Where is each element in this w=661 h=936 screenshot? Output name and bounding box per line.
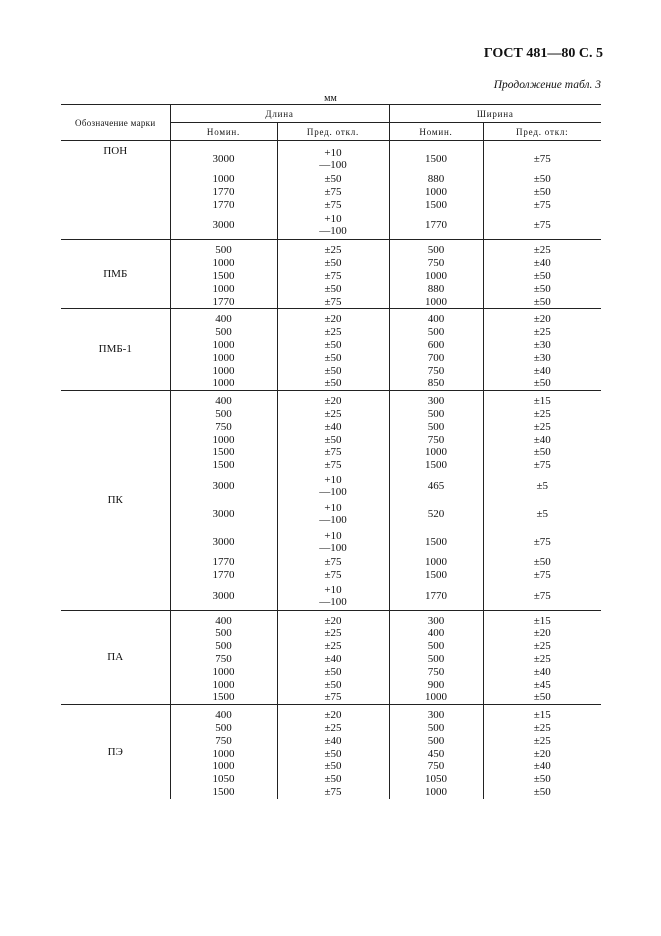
width-deviation-cell: ±25 bbox=[533, 326, 551, 339]
length-nominal-cell: 3000 bbox=[170, 211, 277, 240]
length-deviation-upper: +10 bbox=[324, 147, 342, 159]
length-nominal-cell: 1500 bbox=[170, 786, 277, 799]
length-deviation-cell bbox=[277, 199, 389, 212]
length-deviation-cell bbox=[277, 270, 389, 283]
width-deviation-cell: ±25 bbox=[533, 407, 551, 420]
width-nominal-cell: 1500 bbox=[389, 141, 483, 174]
length-deviation-upper: ±75 bbox=[324, 269, 342, 282]
length-deviation-cell bbox=[277, 391, 389, 408]
length-deviation-cell bbox=[277, 434, 389, 447]
length-deviation-upper: ±75 bbox=[324, 446, 342, 459]
length-nominal-cell: 1000 bbox=[170, 173, 277, 186]
grade-mark-cell: ПК bbox=[61, 391, 170, 610]
mark-column-header: Обозначение марки bbox=[61, 105, 170, 141]
width-deviation-cell: ±25 bbox=[533, 721, 551, 734]
length-nominal-cell: 3000 bbox=[170, 500, 277, 528]
length-deviation-upper: +10 bbox=[324, 473, 342, 486]
length-nominal-cell: 3000 bbox=[170, 472, 277, 500]
length-deviation-cell bbox=[277, 283, 389, 296]
length-deviation-upper: ±40 bbox=[324, 652, 342, 665]
length-deviation-upper: ±25 bbox=[324, 244, 342, 257]
table-row bbox=[61, 610, 601, 627]
width-deviation-cell: ±75 bbox=[533, 535, 551, 548]
length-deviation-upper: ±75 bbox=[324, 691, 342, 704]
width-nominal-cell: 500 bbox=[389, 326, 483, 339]
grade-mark-cell: ПМБ-1 bbox=[61, 309, 170, 391]
length-nominal-cell: 750 bbox=[170, 735, 277, 748]
width-deviation-cell: ±50 bbox=[533, 773, 551, 786]
width-nominal-cell: 400 bbox=[389, 627, 483, 640]
width-deviation-cell: ±30 bbox=[533, 338, 551, 351]
length-deviation-cell bbox=[277, 528, 389, 556]
length-deviation-cell bbox=[277, 296, 389, 309]
width-nominal-cell: 1000 bbox=[389, 786, 483, 799]
width-nominal-cell: 300 bbox=[389, 610, 483, 627]
length-deviation-upper: ±75 bbox=[324, 185, 342, 198]
table-row bbox=[61, 391, 601, 408]
width-nominal-cell: 300 bbox=[389, 391, 483, 408]
width-nominal-cell: 1000 bbox=[389, 446, 483, 459]
length-deviation-cell bbox=[277, 582, 389, 611]
length-deviation-upper: ±75 bbox=[324, 555, 342, 568]
length-nominal-cell: 1770 bbox=[170, 186, 277, 199]
length-nominal-cell: 1770 bbox=[170, 569, 277, 582]
length-deviation-cell bbox=[277, 377, 389, 390]
width-nominal-cell: 1000 bbox=[389, 186, 483, 199]
length-deviation-cell bbox=[277, 173, 389, 186]
length-deviation-upper: ±50 bbox=[324, 773, 342, 786]
length-deviation-upper: ±50 bbox=[324, 377, 342, 390]
length-nominal-cell: 1000 bbox=[170, 283, 277, 296]
width-nominal-cell: 500 bbox=[389, 408, 483, 421]
width-nominal-cell: 1000 bbox=[389, 691, 483, 704]
width-nominal-cell: 450 bbox=[389, 748, 483, 761]
table-row bbox=[61, 141, 601, 174]
length-deviation-cell bbox=[277, 500, 389, 528]
dimensions-table bbox=[61, 104, 601, 799]
length-nominal-cell: 500 bbox=[170, 722, 277, 735]
width-deviation-cell: ±15 bbox=[483, 610, 601, 627]
length-deviation-cell bbox=[277, 691, 389, 704]
length-deviation-cell bbox=[277, 786, 389, 799]
length-group-header: Длина bbox=[170, 105, 389, 123]
length-deviation-cell bbox=[277, 773, 389, 786]
grade-mark-cell: ПОН bbox=[61, 141, 170, 240]
length-deviation-upper: +10 bbox=[324, 501, 342, 514]
width-nominal-cell: 750 bbox=[389, 760, 483, 773]
width-nominal-cell: 600 bbox=[389, 339, 483, 352]
length-deviation-cell bbox=[277, 556, 389, 569]
length-deviation-upper: ±50 bbox=[324, 433, 342, 446]
length-nominal-cell: 1770 bbox=[170, 199, 277, 212]
length-nominal-header: Номин. bbox=[170, 123, 277, 141]
width-nominal-cell: 1500 bbox=[389, 528, 483, 556]
length-nominal-cell: 400 bbox=[170, 309, 277, 326]
length-nominal-cell: 3000 bbox=[170, 528, 277, 556]
length-deviation-cell bbox=[277, 722, 389, 735]
width-deviation-cell: ±50 bbox=[533, 185, 551, 198]
table-row bbox=[61, 705, 601, 722]
width-deviation-cell: ±40 bbox=[533, 665, 551, 678]
length-nominal-cell: 1000 bbox=[170, 748, 277, 761]
length-deviation-cell bbox=[277, 211, 389, 240]
width-nominal-cell: 500 bbox=[389, 722, 483, 735]
grade-mark-cell: ПА bbox=[61, 610, 170, 705]
width-nominal-cell: 900 bbox=[389, 679, 483, 692]
length-deviation-cell bbox=[277, 760, 389, 773]
length-deviation-upper: +10 bbox=[324, 213, 342, 226]
length-deviation-upper: ±25 bbox=[324, 407, 342, 420]
width-nominal-cell: 1500 bbox=[389, 459, 483, 472]
length-deviation-upper: ±75 bbox=[324, 568, 342, 581]
table-row bbox=[61, 309, 601, 326]
length-deviation-lower: —100 bbox=[319, 513, 347, 526]
width-deviation-cell: ±50 bbox=[533, 446, 551, 459]
width-deviation-cell: ±15 bbox=[483, 391, 601, 408]
unit-label: мм bbox=[324, 93, 337, 104]
length-deviation-cell bbox=[277, 326, 389, 339]
width-deviation-cell: ±50 bbox=[533, 691, 551, 704]
width-deviation-cell: ±40 bbox=[533, 760, 551, 773]
length-nominal-cell: 1770 bbox=[170, 556, 277, 569]
length-nominal-cell: 1000 bbox=[170, 760, 277, 773]
length-nominal-cell: 750 bbox=[170, 653, 277, 666]
width-nominal-cell: 520 bbox=[389, 500, 483, 528]
length-deviation-upper: ±20 bbox=[324, 614, 342, 627]
width-nominal-cell: 300 bbox=[389, 705, 483, 722]
length-deviation-upper: ±50 bbox=[324, 760, 342, 773]
page-header: ГОСТ 481—80 С. 5 bbox=[483, 46, 603, 61]
width-nominal-cell: 1770 bbox=[389, 211, 483, 240]
length-deviation-lower: —100 bbox=[319, 541, 347, 554]
length-deviation-cell bbox=[277, 653, 389, 666]
length-nominal-cell: 500 bbox=[170, 408, 277, 421]
length-deviation-upper: ±40 bbox=[324, 734, 342, 747]
width-deviation-cell: ±75 bbox=[483, 141, 601, 174]
width-nominal-cell: 500 bbox=[389, 240, 483, 257]
length-deviation-cell bbox=[277, 141, 389, 174]
length-deviation-cell bbox=[277, 408, 389, 421]
length-deviation-cell bbox=[277, 352, 389, 365]
length-nominal-cell: 1050 bbox=[170, 773, 277, 786]
grade-mark-cell: ПЭ bbox=[61, 705, 170, 799]
width-nominal-cell: 1500 bbox=[389, 569, 483, 582]
length-deviation-upper: ±75 bbox=[324, 295, 342, 308]
width-deviation-cell: ±50 bbox=[533, 269, 551, 282]
length-deviation-upper: ±50 bbox=[324, 351, 342, 364]
width-nominal-cell: 750 bbox=[389, 434, 483, 447]
length-deviation-cell bbox=[277, 309, 389, 326]
length-nominal-cell: 1500 bbox=[170, 691, 277, 704]
length-deviation-cell bbox=[277, 705, 389, 722]
length-nominal-cell: 1000 bbox=[170, 339, 277, 352]
length-nominal-cell: 1000 bbox=[170, 352, 277, 365]
width-nominal-cell: 880 bbox=[389, 283, 483, 296]
width-nominal-cell: 1000 bbox=[389, 556, 483, 569]
length-deviation-cell bbox=[277, 679, 389, 692]
length-deviation-upper: ±75 bbox=[324, 198, 342, 211]
width-nominal-cell: 1500 bbox=[389, 199, 483, 212]
length-deviation-upper: ±25 bbox=[324, 640, 342, 653]
length-nominal-cell: 500 bbox=[170, 240, 277, 257]
length-deviation-cell bbox=[277, 257, 389, 270]
length-nominal-cell: 1500 bbox=[170, 459, 277, 472]
width-deviation-cell: ±20 bbox=[533, 747, 551, 760]
width-deviation-cell: ±25 bbox=[483, 240, 601, 257]
length-deviation-cell bbox=[277, 421, 389, 434]
width-nominal-cell: 500 bbox=[389, 735, 483, 748]
width-deviation-cell: ±75 bbox=[533, 589, 551, 602]
length-deviation-cell bbox=[277, 339, 389, 352]
length-nominal-cell: 1770 bbox=[170, 296, 277, 309]
width-nominal-cell: 850 bbox=[389, 377, 483, 390]
table-row bbox=[61, 240, 601, 257]
width-deviation-cell: ±20 bbox=[483, 309, 601, 326]
length-nominal-cell: 750 bbox=[170, 421, 277, 434]
width-nominal-header: Номин. bbox=[389, 123, 483, 141]
table-body bbox=[61, 141, 601, 799]
length-nominal-cell: 1000 bbox=[170, 257, 277, 270]
length-deviation-upper: ±20 bbox=[324, 313, 342, 326]
width-deviation-cell: ±75 bbox=[533, 198, 551, 211]
length-deviation-cell bbox=[277, 186, 389, 199]
width-deviation-cell: ±75 bbox=[533, 219, 551, 232]
length-deviation-cell bbox=[277, 240, 389, 257]
width-deviation-cell: ±25 bbox=[533, 420, 551, 433]
width-deviation-header: Пред. откл: bbox=[483, 123, 601, 141]
length-deviation-upper: ±50 bbox=[324, 338, 342, 351]
length-deviation-cell bbox=[277, 459, 389, 472]
length-nominal-cell: 1500 bbox=[170, 446, 277, 459]
width-deviation-cell: ±25 bbox=[533, 652, 551, 665]
width-nominal-cell: 1000 bbox=[389, 270, 483, 283]
length-deviation-upper: ±75 bbox=[324, 785, 342, 798]
width-deviation-cell: ±20 bbox=[533, 627, 551, 640]
length-deviation-upper: ±50 bbox=[324, 364, 342, 377]
width-deviation-cell: ±50 bbox=[533, 295, 551, 308]
length-deviation-upper: ±50 bbox=[324, 665, 342, 678]
width-deviation-cell: ±25 bbox=[533, 640, 551, 653]
width-deviation-cell: ±40 bbox=[533, 433, 551, 446]
length-deviation-upper: ±25 bbox=[324, 627, 342, 640]
width-nominal-cell: 750 bbox=[389, 257, 483, 270]
length-deviation-upper: ±25 bbox=[324, 326, 342, 339]
length-deviation-cell bbox=[277, 446, 389, 459]
width-deviation-cell: ±40 bbox=[533, 257, 551, 270]
width-deviation-cell: ±50 bbox=[533, 282, 551, 295]
width-nominal-cell: 700 bbox=[389, 352, 483, 365]
width-deviation-cell: ±5 bbox=[536, 507, 549, 520]
length-deviation-upper: ±75 bbox=[324, 459, 342, 472]
length-nominal-cell: 1000 bbox=[170, 666, 277, 679]
width-nominal-cell: 1000 bbox=[389, 296, 483, 309]
width-nominal-cell: 1050 bbox=[389, 773, 483, 786]
grade-mark-cell: ПМБ bbox=[61, 240, 170, 309]
length-deviation-upper: ±20 bbox=[324, 709, 342, 722]
length-deviation-upper: +10 bbox=[324, 529, 342, 542]
length-deviation-lower: —100 bbox=[319, 485, 347, 498]
length-nominal-cell: 1000 bbox=[170, 365, 277, 378]
width-deviation-cell: ±30 bbox=[533, 351, 551, 364]
length-nominal-cell: 1000 bbox=[170, 679, 277, 692]
width-deviation-cell: ±15 bbox=[483, 705, 601, 722]
width-deviation-cell: ±75 bbox=[533, 459, 551, 472]
length-nominal-cell: 500 bbox=[170, 326, 277, 339]
length-deviation-header: Пред. откл. bbox=[277, 123, 389, 141]
length-deviation-upper: ±25 bbox=[324, 721, 342, 734]
width-deviation-cell: ±50 bbox=[533, 555, 551, 568]
width-nominal-cell: 500 bbox=[389, 653, 483, 666]
length-deviation-lower: —100 bbox=[319, 159, 347, 171]
length-nominal-cell: 400 bbox=[170, 705, 277, 722]
length-deviation-upper: ±50 bbox=[324, 747, 342, 760]
width-deviation-cell: ±50 bbox=[533, 785, 551, 798]
length-deviation-cell bbox=[277, 472, 389, 500]
length-deviation-upper: ±50 bbox=[324, 678, 342, 691]
width-nominal-cell: 1770 bbox=[389, 582, 483, 611]
length-deviation-upper: ±20 bbox=[324, 395, 342, 408]
length-deviation-cell bbox=[277, 666, 389, 679]
width-deviation-cell: ±50 bbox=[533, 173, 551, 185]
length-deviation-upper: ±50 bbox=[324, 257, 342, 270]
width-nominal-cell: 500 bbox=[389, 640, 483, 653]
width-deviation-cell: ±40 bbox=[533, 364, 551, 377]
length-nominal-cell: 1500 bbox=[170, 270, 277, 283]
length-nominal-cell: 3000 bbox=[170, 582, 277, 611]
table-continuation-caption: Продолжение табл. 3 bbox=[493, 79, 601, 91]
width-deviation-cell: ±45 bbox=[533, 678, 551, 691]
width-nominal-cell: 750 bbox=[389, 365, 483, 378]
length-deviation-upper: ±50 bbox=[324, 173, 342, 185]
length-nominal-cell: 3000 bbox=[170, 141, 277, 174]
length-deviation-lower: —100 bbox=[319, 595, 347, 608]
length-deviation-cell bbox=[277, 365, 389, 378]
length-deviation-cell bbox=[277, 627, 389, 640]
width-deviation-cell: ±25 bbox=[533, 734, 551, 747]
length-deviation-cell bbox=[277, 735, 389, 748]
width-nominal-cell: 880 bbox=[389, 173, 483, 186]
width-nominal-cell: 465 bbox=[389, 472, 483, 500]
length-nominal-cell: 500 bbox=[170, 640, 277, 653]
width-deviation-cell: ±5 bbox=[536, 479, 549, 492]
length-deviation-lower: —100 bbox=[319, 225, 347, 238]
length-deviation-cell bbox=[277, 610, 389, 627]
length-deviation-upper: +10 bbox=[324, 583, 342, 596]
length-deviation-upper: ±40 bbox=[324, 420, 342, 433]
width-deviation-cell: ±50 bbox=[533, 377, 551, 390]
width-nominal-cell: 400 bbox=[389, 309, 483, 326]
dimensions-table-container bbox=[61, 104, 601, 799]
width-group-header: Ширина bbox=[389, 105, 601, 123]
length-nominal-cell: 400 bbox=[170, 391, 277, 408]
length-deviation-cell bbox=[277, 748, 389, 761]
length-nominal-cell: 400 bbox=[170, 610, 277, 627]
length-nominal-cell: 500 bbox=[170, 627, 277, 640]
length-deviation-cell bbox=[277, 569, 389, 582]
length-deviation-upper: ±50 bbox=[324, 282, 342, 295]
width-nominal-cell: 500 bbox=[389, 421, 483, 434]
width-deviation-cell: ±75 bbox=[533, 568, 551, 581]
width-nominal-cell: 750 bbox=[389, 666, 483, 679]
length-deviation-cell bbox=[277, 640, 389, 653]
length-nominal-cell: 1000 bbox=[170, 434, 277, 447]
length-nominal-cell: 1000 bbox=[170, 377, 277, 390]
